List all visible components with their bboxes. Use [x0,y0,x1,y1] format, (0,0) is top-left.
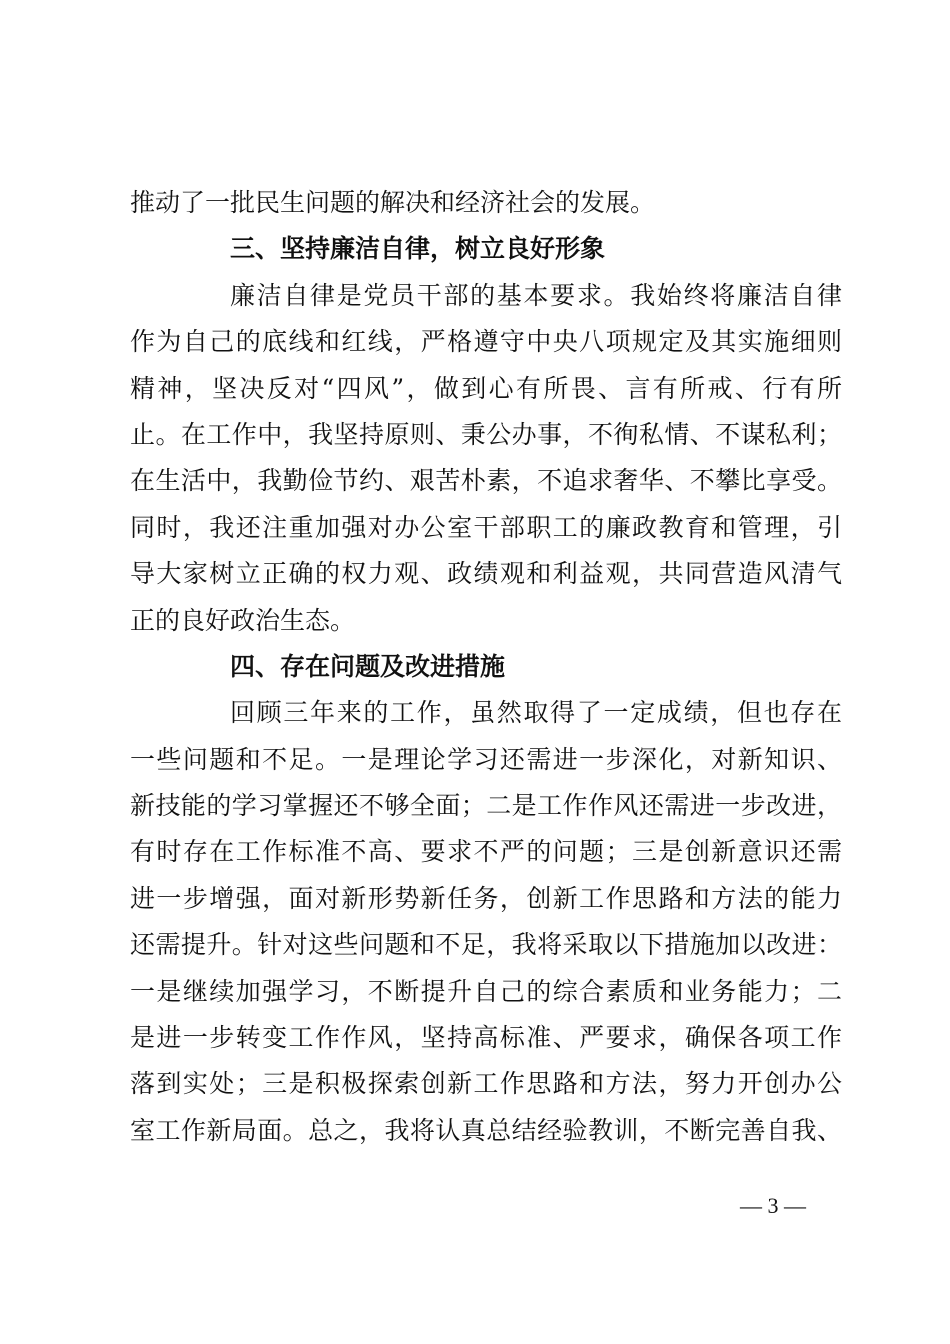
paragraph-line: 进一步增强，面对新形势新任务，创新工作思路和方法的能力 [130,883,842,913]
paragraph-line: 同时，我还注重加强对办公室干部职工的廉政教育和管理，引 [130,512,842,542]
paragraph-line: 室工作新局面。总之，我将认真总结经验教训，不断完善自我、 [130,1115,842,1145]
paragraph-line: 新技能的学习掌握还不够全面；二是工作作风还需进一步改进， [130,791,842,821]
paragraph-line: 精神，坚决反对“四风”，做到心有所畏、言有所戒、行有所 [130,373,842,403]
document-body [130,180,842,1154]
paragraph-line: 在生活中，我勤俭节约、艰苦朴素，不追求奢华、不攀比享受。 [130,466,842,496]
paragraph-line: 推动了一批民生问题的解决和经济社会的发展。 [130,188,656,217]
paragraph-line: 还需提升。针对这些问题和不足，我将采取以下措施加以改进： [130,930,842,960]
paragraph-line: 正的良好政治生态。 [130,605,356,635]
paragraph-line: 有时存在工作标准不高、要求不严的问题；三是创新意识还需 [130,837,842,867]
paragraph-line: 一是继续加强学习，不断提升自己的综合素质和业务能力；二 [130,976,842,1006]
page-number: — 3 — [740,1193,806,1218]
paragraph-line: 落到实处；三是积极探索创新工作思路和方法，努力开创办公 [130,1069,842,1099]
paragraph-line: 回顾三年来的工作，虽然取得了一定成绩，但也存在 [230,698,842,728]
paragraph-line: 廉洁自律是党员干部的基本要求。我始终将廉洁自律 [230,280,842,310]
paragraph-line: 导大家树立正确的权力观、政绩观和利益观，共同营造风清气 [130,559,842,589]
paragraph-line: 一些问题和不足。一是理论学习还需进一步深化，对新知识、 [130,744,842,774]
paragraph-line: 是进一步转变工作作风，坚持高标准、严要求，确保各项工作 [130,1023,842,1053]
paragraph-line: 止。在工作中，我坚持原则、秉公办事，不徇私情、不谋私利； [130,419,842,449]
section-heading: 三、坚持廉洁自律，树立良好形象 [230,234,606,264]
paragraph-line: 作为自己的底线和红线，严格遵守中央八项规定及其实施细则 [130,327,842,357]
section-heading: 四、存在问题及改进措施 [230,651,506,681]
